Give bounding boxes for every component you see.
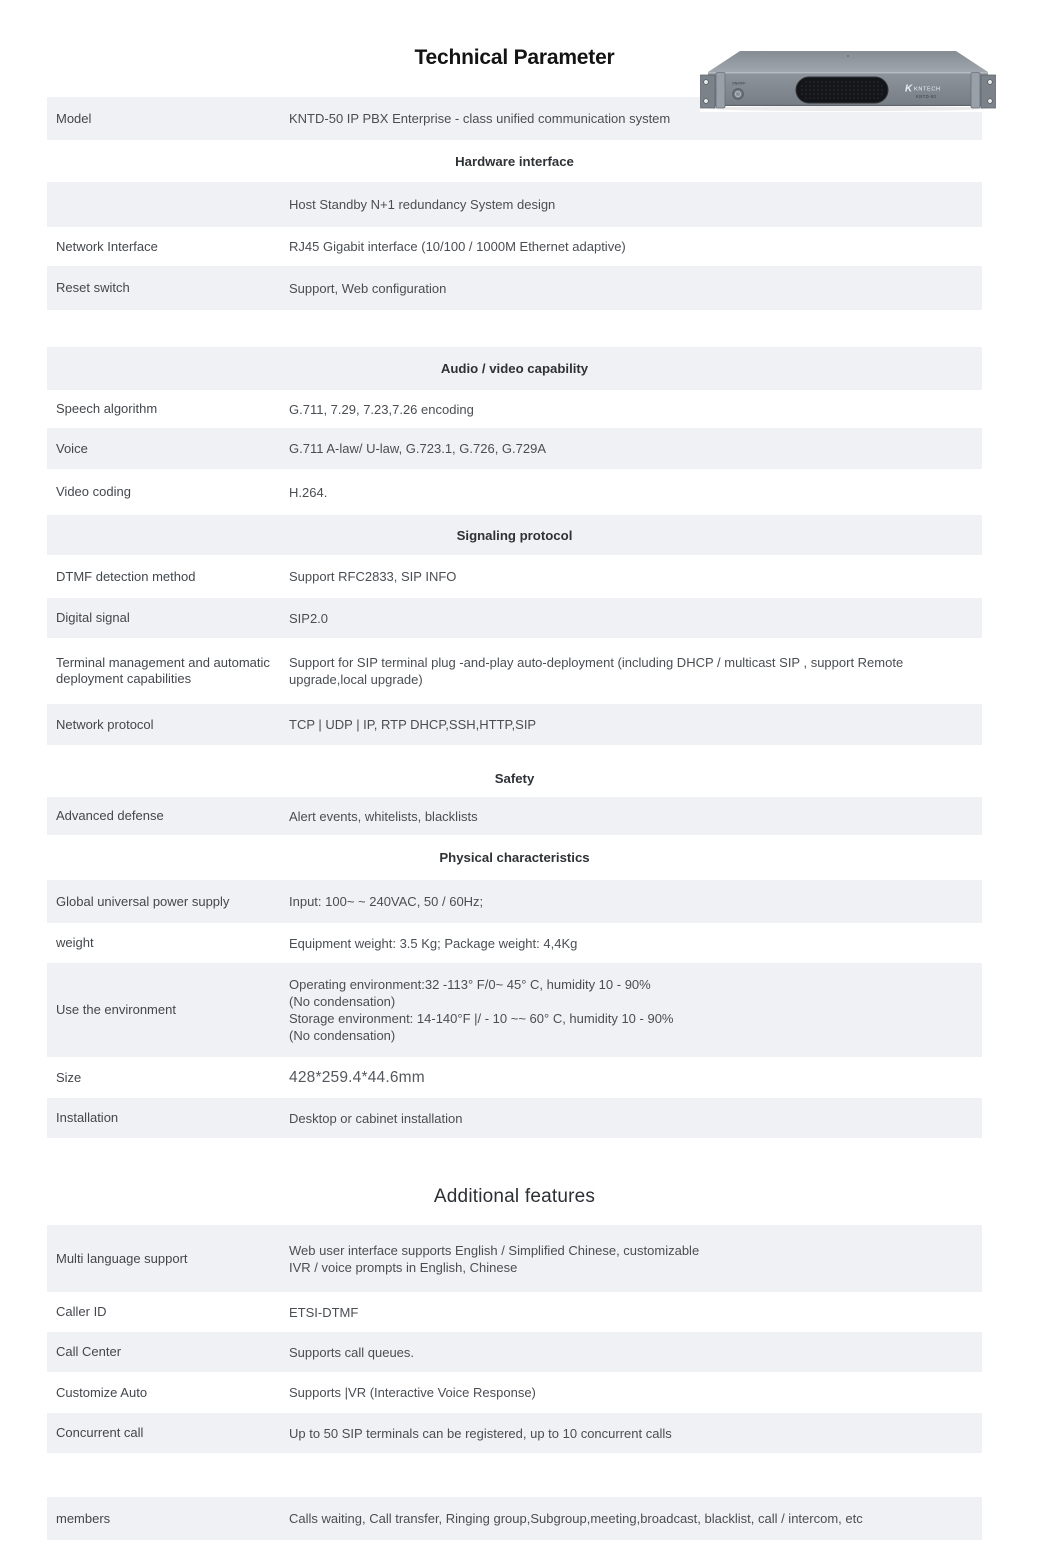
- row-value: [289, 893, 982, 910]
- value-line: ETSI-DTMF: [289, 1304, 359, 1320]
- row-value: [289, 196, 982, 213]
- top-screw-icon: [847, 55, 849, 57]
- value-line: Calls waiting, Call transfer, Ringing group,Subgroup,meeting,broadcast, blacklist, call / intercom, etc: [289, 1511, 863, 1526]
- table-row: [47, 555, 982, 598]
- table-row: [47, 598, 982, 638]
- table-spacer: [47, 1453, 982, 1497]
- row-value: [289, 1384, 982, 1401]
- value-line: Support for SIP terminal plug -and-play auto-deployment (including DHCP / multicast SIP , support Remote: [289, 655, 904, 670]
- row-label: Reset switch: [56, 280, 130, 295]
- row-value: [289, 568, 982, 585]
- spec-table: [47, 97, 982, 1540]
- value-line: Equipment weight: 3.5 Kg; Package weight: 4,4Kg: [289, 935, 578, 951]
- value-line: Host Standby N+1 redundancy System design: [289, 197, 556, 212]
- table-row: [47, 1292, 982, 1332]
- row-value: [289, 484, 982, 501]
- row-value: [289, 280, 982, 297]
- table-row: [47, 1098, 982, 1138]
- value-line: TCP | UDP | IP, RTP DHCP,SSH,HTTP,SIP: [289, 717, 537, 732]
- screw-hole-icon: [704, 99, 709, 104]
- table-row: [47, 1057, 982, 1098]
- screw-hole-icon: [704, 80, 709, 85]
- value-line: H.264.: [289, 484, 328, 500]
- row-label: Size: [56, 1069, 82, 1085]
- row-value: [289, 1242, 982, 1276]
- value-line: 428*259.4*44.6mm: [289, 1069, 425, 1086]
- page-title: Technical Parameter: [414, 46, 615, 69]
- row-value: [289, 238, 982, 255]
- device-shadow: [710, 106, 986, 111]
- section-title-text: Physical characteristics: [439, 850, 590, 865]
- row-value: [289, 1069, 982, 1086]
- device-top-face: [708, 51, 988, 72]
- row-label: Advanced defense: [56, 808, 164, 823]
- row-value: [289, 110, 982, 127]
- value-line: (No condensation): [289, 1028, 396, 1043]
- table-spacer: [47, 1138, 982, 1168]
- row-label: weight: [56, 935, 94, 950]
- vent-pattern: [800, 79, 884, 101]
- rack-ear-left: [701, 75, 716, 108]
- row-label: Voice: [56, 440, 88, 456]
- table-row: [47, 469, 982, 515]
- brand-text: KNTECH: [914, 86, 941, 93]
- value-line: (No condensation): [289, 994, 396, 1009]
- row-label: Customize Auto: [56, 1384, 148, 1400]
- table-row: [47, 704, 982, 745]
- table-row: [47, 880, 982, 923]
- table-row: [47, 266, 982, 310]
- device-illustration: [700, 48, 996, 112]
- value-line: G.711, 7.29, 7.23,7.26 encoding: [289, 401, 474, 417]
- table-row: [47, 1372, 982, 1413]
- value-line: IVR / voice prompts in English, Chinese: [289, 1259, 518, 1275]
- table-row: [47, 923, 982, 963]
- section-header: [47, 760, 982, 797]
- row-label: Digital signal: [56, 610, 130, 625]
- section-title-text: Signaling protocol: [456, 527, 573, 543]
- table-row: [47, 227, 982, 266]
- value-line: Supports |VR (Interactive Voice Response): [289, 1385, 536, 1400]
- value-line: Storage environment: 14-140°F |/ - 10 ~~ 60° C, humidity 10 - 90%: [289, 1011, 674, 1026]
- table-row: [47, 390, 982, 428]
- screw-hole-icon: [988, 99, 993, 104]
- section-header: [47, 515, 982, 555]
- row-label: Terminal management and automatic deployment capabilities: [56, 655, 270, 686]
- value-line: SIP2.0: [289, 610, 329, 626]
- value-line: Alert events, whitelists, blacklists: [289, 808, 478, 824]
- row-label: Concurrent call: [56, 1425, 144, 1440]
- row-label: Multi language support: [56, 1250, 188, 1266]
- power-label: ON/OFF: [732, 81, 746, 86]
- value-line: G.711 A-law/ U-law, G.723.1, G.726, G.729A: [289, 441, 547, 456]
- table-row: [47, 1413, 982, 1453]
- value-line: Supports call queues.: [289, 1344, 415, 1360]
- value-line: Web user interface supports English / Simplified Chinese, customizable: [289, 1242, 700, 1258]
- row-value: [289, 716, 982, 733]
- row-value: [289, 440, 982, 457]
- value-line: Support RFC2833, SIP INFO: [289, 569, 457, 584]
- brand-k-icon: K: [905, 83, 913, 95]
- row-label: Speech algorithm: [56, 401, 158, 416]
- value-line: upgrade,local upgrade): [289, 672, 423, 687]
- section-title-text: Audio / video capability: [440, 361, 589, 376]
- row-label: DTMF detection method: [56, 568, 196, 584]
- row-label: Model: [56, 110, 92, 126]
- table-row: [47, 1332, 982, 1372]
- value-line: RJ45 Gigabit interface (10/100 / 1000M Ethernet adaptive): [289, 239, 626, 254]
- row-label: Network Interface: [56, 238, 158, 254]
- table-row: [47, 963, 982, 1057]
- panel-top-highlight: [708, 72, 988, 73]
- section-header: [47, 347, 982, 390]
- row-value: [289, 1344, 982, 1361]
- screw-hole-icon: [988, 80, 993, 85]
- row-label: Use the environment: [56, 1002, 176, 1017]
- row-label: Network protocol: [56, 716, 154, 732]
- power-button-inner: [735, 91, 740, 96]
- table-row: [47, 1225, 982, 1292]
- table-row: [47, 1497, 982, 1540]
- value-line: Up to 50 SIP terminals can be registered, up to 10 concurrent calls: [289, 1425, 672, 1441]
- section-header: [47, 835, 982, 880]
- model-text: KNTD-50: [916, 94, 937, 99]
- row-label: Installation: [56, 1110, 119, 1125]
- table-row: [47, 182, 982, 227]
- table-row: [47, 797, 982, 835]
- section-title-text: Hardware interface: [455, 153, 574, 169]
- right-handle: [971, 73, 980, 109]
- product-image: [700, 48, 996, 112]
- section-header: [47, 140, 982, 182]
- value-line: KNTD-50 IP PBX Enterprise - class unified communication system: [289, 111, 671, 126]
- row-value: [289, 1510, 982, 1527]
- table-spacer: [47, 745, 982, 760]
- row-label: Caller ID: [56, 1304, 107, 1319]
- value-line: Support, Web configuration: [289, 280, 447, 296]
- panel-bottom-edge: [708, 105, 988, 106]
- value-line: Desktop or cabinet installation: [289, 1110, 463, 1126]
- row-label: Call Center: [56, 1344, 122, 1359]
- row-label: Global universal power supply: [56, 893, 230, 909]
- features-section-title: [47, 1168, 982, 1225]
- value-line: Input: 100~ ~ 240VAC, 50 / 60Hz;: [289, 894, 484, 909]
- left-handle: [716, 73, 725, 109]
- row-value: [289, 1304, 982, 1321]
- row-value: [289, 1110, 982, 1127]
- row-value: [289, 610, 982, 627]
- row-label: Video coding: [56, 484, 131, 499]
- row-value: [289, 654, 982, 688]
- row-value: [289, 808, 982, 825]
- table-row: [47, 428, 982, 469]
- section-title-text: Safety: [494, 771, 535, 786]
- row-value: [289, 401, 982, 418]
- section-title-text: Additional features: [433, 1185, 596, 1207]
- row-value: [289, 935, 982, 952]
- table-row: [47, 638, 982, 704]
- row-label: members: [56, 1510, 111, 1526]
- value-line: Operating environment:32 -113° F/0~ 45° C, humidity 10 - 90%: [289, 977, 651, 992]
- rack-ear-right: [981, 75, 996, 108]
- row-value: [289, 1425, 982, 1442]
- row-value: [289, 976, 982, 1044]
- table-spacer: [47, 310, 982, 347]
